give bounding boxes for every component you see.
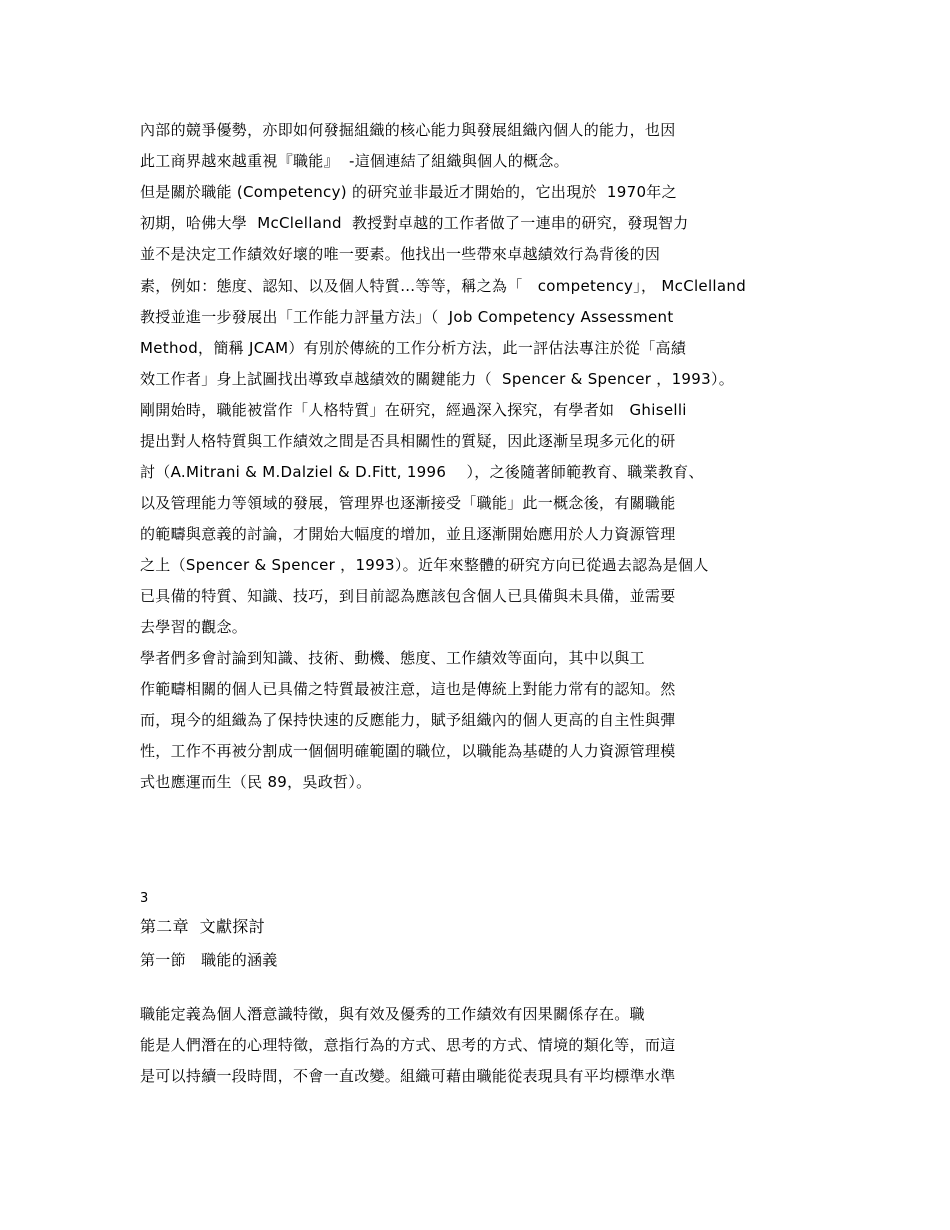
text-line: 討（A.Mitrani & M.Dalziel & D.Fitt, 1996 ），之後隨著師範教育、職業教育、 <box>140 463 704 481</box>
text-line: Method，簡稱 JCAM）有別於傳統的工作分析方法，此一評估法專注於從「高績 <box>140 339 687 357</box>
text-line: 以及管理能力等領域的發展，管理界也逐漸接受「職能」此一概念後，有關職能 <box>140 494 676 512</box>
text-line: 素，例如：態度、認知、以及個人特質…等等，稱之為「 competency」， McClelland <box>140 277 747 295</box>
text-line: 並不是決定工作績效好壞的唯一要素。他找出一些帶來卓越績效行為背後的因 <box>140 245 661 263</box>
section-title: 第一節 職能的涵義 <box>140 951 278 969</box>
text-line: 但是關於職能 (Competency) 的研究並非最近才開始的，它出現於 1970年之 <box>140 183 677 201</box>
text-line: 而，現今的組織為了保持快速的反應能力，賦予組織內的個人更高的自主性與彈 <box>140 711 676 729</box>
text-line: 此工商界越來越重視『職能』 -這個連結了組織與個人的概念。 <box>140 152 569 170</box>
text-line: 教授並進一步發展出「工作能力評量方法」（ Job Competency Assessment <box>140 308 674 326</box>
page-number: 3 <box>140 891 149 906</box>
text-line: 剛開始時，職能被當作「人格特質」在研究，經過深入探究，有學者如 Ghiselli <box>140 401 687 419</box>
text-line: 內部的競爭優勢，亦即如何發掘組織的核心能力與發展組織內個人的能力，也因 <box>140 121 676 139</box>
text-line: 作範疇相關的個人已具備之特質最被注意，這也是傳統上對能力常有的認知。然 <box>140 680 676 698</box>
text-line: 去學習的觀念。 <box>140 618 248 636</box>
text-line: 提出對人格特質與工作績效之間是否具相關性的質疑，因此逐漸呈現多元化的研 <box>140 432 676 450</box>
text-line: 效工作者」身上試圖找出導致卓越績效的關鍵能力（ Spencer & Spencer ，1993）。 <box>140 370 735 388</box>
text-line: 性，工作不再被分割成一個個明確範圍的職位，以職能為基礎的人力資源管理模 <box>140 742 676 760</box>
text-line: 能是人們潛在的心理特徵，意指行為的方式、思考的方式、情境的類化等，而這 <box>140 1036 676 1054</box>
text-line: 職能定義為個人潛意識特徵，與有效及優秀的工作績效有因果關係存在。職 <box>140 1005 645 1023</box>
text-line: 之上（Spencer & Spencer ，1993）。近年來整體的研究方向已從過去認為是個人 <box>140 556 709 574</box>
text-line: 已具備的特質、知識、技巧，到目前認為應該包含個人已具備與未具備，並需要 <box>140 587 676 605</box>
text-line: 學者們多會討論到知識、技術、動機、態度、工作績效等面向，其中以與工 <box>140 649 645 667</box>
text-line: 是可以持續一段時間，不會一直改變。組織可藉由職能從表現具有平均標準水準 <box>140 1067 676 1085</box>
text-line: 的範疇與意義的討論，才開始大幅度的增加，並且逐漸開始應用於人力資源管理 <box>140 525 676 543</box>
chapter-title: 第二章 文獻探討 <box>140 917 265 936</box>
text-line: 初期，哈佛大學 McClelland 教授對卓越的工作者做了一連串的研究，發現智力 <box>140 214 689 232</box>
text-line: 式也應運而生（民 89，吳政哲）。 <box>140 773 372 791</box>
